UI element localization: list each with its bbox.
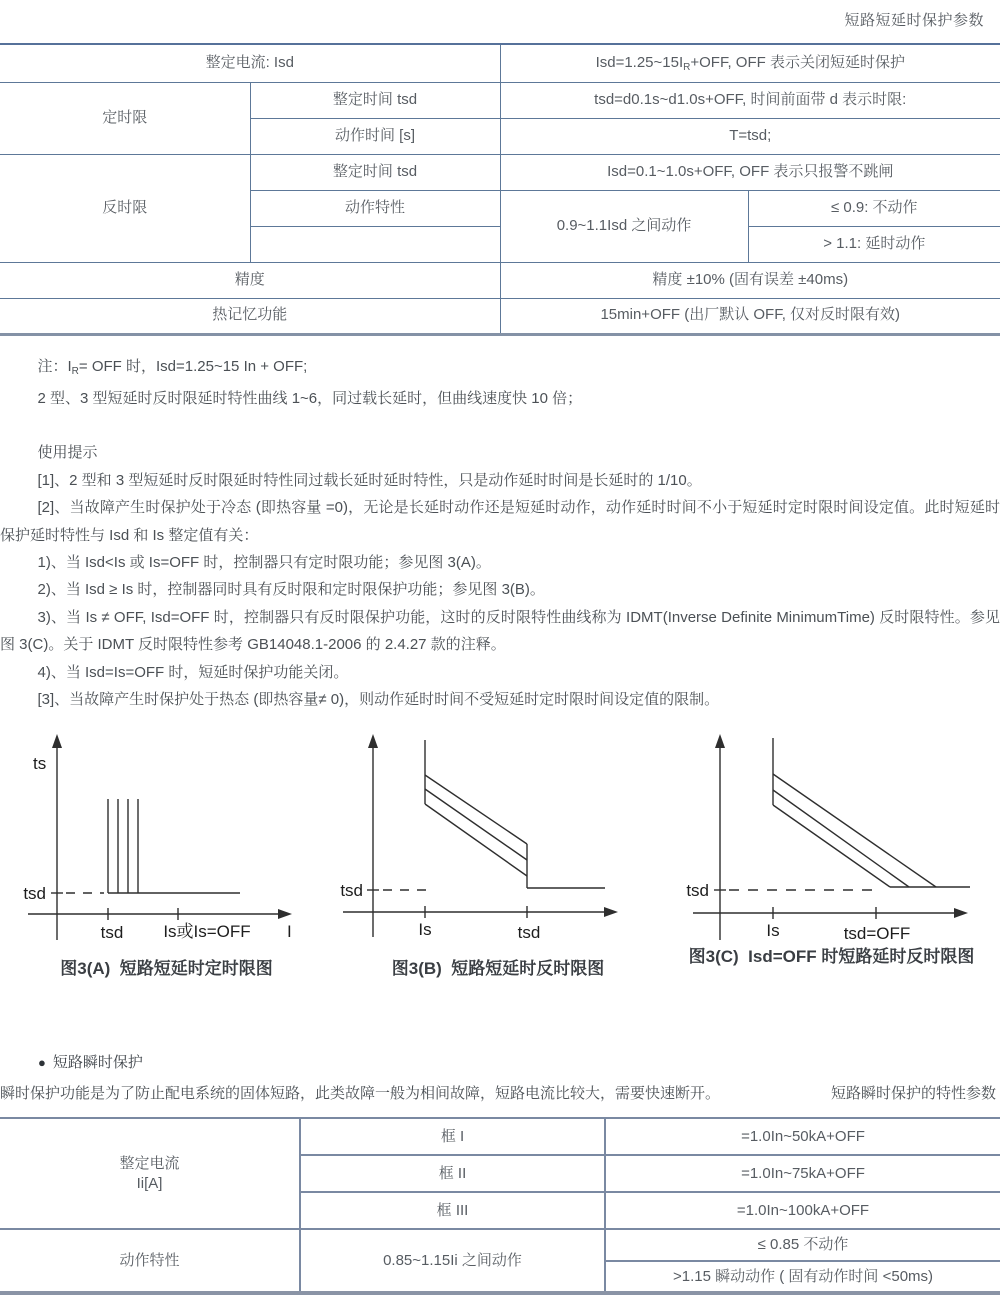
cell-thermal-value: 15min+OFF (出厂默认 OFF, 仅对反时限有效) — [500, 298, 1000, 334]
note-text: = OFF 时，Isd=1.25~15 In + OFF; — [78, 357, 308, 375]
table-row — [0, 1229, 1000, 1261]
cell-frame1-label: 框 I — [300, 1118, 605, 1155]
set-current-line1: 整定电流 — [119, 1154, 180, 1172]
cell-dt-set-time-label: 整定时间 tsd — [250, 82, 500, 118]
bullet-icon: ● — [38, 1055, 46, 1071]
cell-dt-action-time-value: T=tsd; — [500, 118, 1000, 154]
fig-3a-x-label: I — [287, 922, 292, 942]
fig-3a-x-tick2-label: Is或Is=OFF — [163, 922, 251, 942]
cell-definite-time-group: 定时限 — [0, 82, 250, 154]
cell-it-char-value: 0.9~1.1Isd 之间动作 — [500, 190, 748, 262]
tip-line: [2]、当故障产生时保护处于冷态 (即热容量 =0)，无论是长延时动作还是短延时动作，动作延时时间不小于短延时定时限时间设定值。此时短延时保护延时特性与 Isd 和 Is 整定值有关： — [0, 499, 1000, 544]
cell-instant-set-current — [0, 1118, 300, 1229]
table-row — [0, 82, 1000, 118]
fig-3c-plot — [663, 722, 1000, 944]
fig-3c-y-tick-label: tsd — [686, 881, 709, 901]
instant-paragraph-right: 短路瞬时保护的特性参数 — [830, 1085, 996, 1103]
tip-line: [1]、2 型和 3 型短延时反时限延时特性同过载长延时延时特性，只是动作延时时间是长延时的 1/10。 — [37, 471, 702, 489]
cell-frame2-label: 框 II — [300, 1155, 605, 1192]
cell-empty — [250, 226, 500, 262]
cell-instant-char-value: 0.85~1.15Ii 之间动作 — [300, 1229, 605, 1293]
cell-instant-char-label: 动作特性 — [0, 1229, 300, 1293]
cell-inverse-time-group: 反时限 — [0, 154, 250, 262]
tip-line: 1)、当 Isd<Is 或 Is=OFF 时，控制器只有定时限功能；参见图 3(A)。 — [37, 553, 491, 571]
cell-frame1-value: =1.0In~50kA+OFF — [605, 1118, 1000, 1155]
instant-spec-table — [0, 1117, 1000, 1295]
cell-accuracy-label: 精度 — [0, 262, 500, 298]
fig-3c-x-tick2-label: tsd=OFF — [843, 924, 911, 944]
table-row — [0, 1118, 1000, 1155]
cell-instant-char-high: >1.15 瞬动动作 ( 固有动作时间 <50ms) — [605, 1261, 1000, 1293]
instant-paragraph — [0, 1081, 1000, 1107]
fig-3a-y-tick-label: tsd — [23, 884, 46, 904]
table-row — [0, 154, 1000, 190]
tip-line: 4)、当 Isd=Is=OFF 时，短延时保护功能关闭。 — [37, 663, 349, 681]
tips-title: 使用提示 — [37, 444, 98, 462]
cell-set-current-label: 整定电流: Isd — [0, 44, 500, 82]
x-axis-arrow — [278, 909, 292, 919]
cell-instant-char-low: ≤ 0.85 不动作 — [605, 1229, 1000, 1261]
page-header: 短路短延时保护参数 — [844, 12, 984, 29]
cell-it-char-low: ≤ 0.9: 不动作 — [748, 190, 1000, 226]
fig-3a-caption: 图3(A) 短路短延时定时限图 — [60, 959, 273, 979]
fig-3b-caption: 图3(B) 短路短延时反时限图 — [391, 959, 605, 979]
figures-row — [0, 722, 1000, 979]
fig-3c-x-tick1-label: Is — [766, 921, 780, 941]
figure-3a — [0, 722, 333, 979]
x-axis-arrow — [954, 908, 968, 918]
fig-3b-x-tick1-label: Is — [418, 920, 432, 940]
y-axis-arrow — [368, 734, 378, 748]
fig-3b-y-tick-label: tsd — [340, 881, 363, 901]
cell-it-char-label: 动作特性 — [250, 190, 500, 226]
cell-dt-set-time-value: tsd=d0.1s~d1.0s+OFF, 时间前面带 d 表示时限: — [500, 82, 1000, 118]
figure-3c — [663, 722, 1000, 979]
table-row — [0, 298, 1000, 334]
tip-line: 3)、当 Is ≠ OFF, Isd=OFF 时，控制器只有反时限保护功能，这时的反时限特性曲线称为 IDMT(Inverse Definite MinimumTime) 反时限特性。参见图 3(C)。关于 IDMT 反时限特性参考 GB14048.1-2006 的 2.4.27 款的注释。 — [0, 608, 1000, 654]
instant-paragraph-left: 瞬时保护功能是为了防止配电系统的固体短路，此类故障一般为相间故障，短路电流比较大，需要快速断开。 — [0, 1085, 721, 1103]
cell-frame2-value: =1.0In~75kA+OFF — [605, 1155, 1000, 1192]
instant-section-title: 短路瞬时保护 — [52, 1054, 143, 1072]
short-delay-spec-table — [0, 43, 1000, 336]
note-line: 2 型、3 型短延时反时限延时特性曲线 1~6，同过载长延时，但曲线速度快 10 倍； — [37, 389, 583, 407]
cell-it-set-time-value: Isd=0.1~1.0s+OFF, OFF 表示只报警不跳闸 — [500, 154, 1000, 190]
subscript-r: R — [683, 61, 691, 73]
cell-set-current-value — [500, 44, 1000, 82]
set-current-line2: Ii[A] — [136, 1174, 163, 1192]
table-row — [0, 44, 1000, 82]
tip-line: [3]、当故障产生时保护处于热态 (即热容量≠ 0)，则动作延时时间不受短延时定时限时间设定值的限制。 — [37, 690, 720, 708]
y-axis-arrow — [715, 734, 725, 748]
note-text: 注：I — [37, 357, 72, 375]
cell-thermal-label: 热记忆功能 — [0, 298, 500, 334]
figure-3b — [333, 722, 663, 979]
table-row — [0, 262, 1000, 298]
cell-accuracy-value: 精度 ±10% (固有误差 ±40ms) — [500, 262, 1000, 298]
x-axis-arrow — [604, 907, 618, 917]
cell-frame3-value: =1.0In~100kA+OFF — [605, 1192, 1000, 1229]
subscript-r: R — [71, 365, 79, 377]
tip-line: 2)、当 Isd ≥ Is 时，控制器同时具有反时限和定时限保护功能；参见图 3(B)。 — [37, 581, 545, 599]
notes-section — [0, 353, 1000, 714]
cell-frame3-label: 框 III — [300, 1192, 605, 1229]
y-axis-arrow — [52, 734, 62, 748]
fig-3a-plot — [0, 722, 333, 950]
fig-3b-plot — [333, 722, 663, 950]
value-text: Isd=1.25~15I — [595, 53, 684, 71]
value-text: +OFF, OFF 表示关闭短延时保护 — [690, 53, 905, 71]
fig-3a-y-label: ts — [33, 754, 47, 774]
note-line — [0, 353, 1000, 385]
cell-it-set-time-label: 整定时间 tsd — [250, 154, 500, 190]
fig-3a-x-tick1-label: tsd — [100, 923, 124, 943]
cell-it-char-high: > 1.1: 延时动作 — [748, 226, 1000, 262]
fig-3b-x-tick2-label: tsd — [517, 923, 541, 943]
fig-3c-caption: 图3(C) Isd=OFF 时短路延时反时限图 — [688, 947, 975, 967]
cell-dt-action-time-label: 动作时间 [s] — [250, 118, 500, 154]
instant-section-heading — [0, 1051, 1000, 1072]
